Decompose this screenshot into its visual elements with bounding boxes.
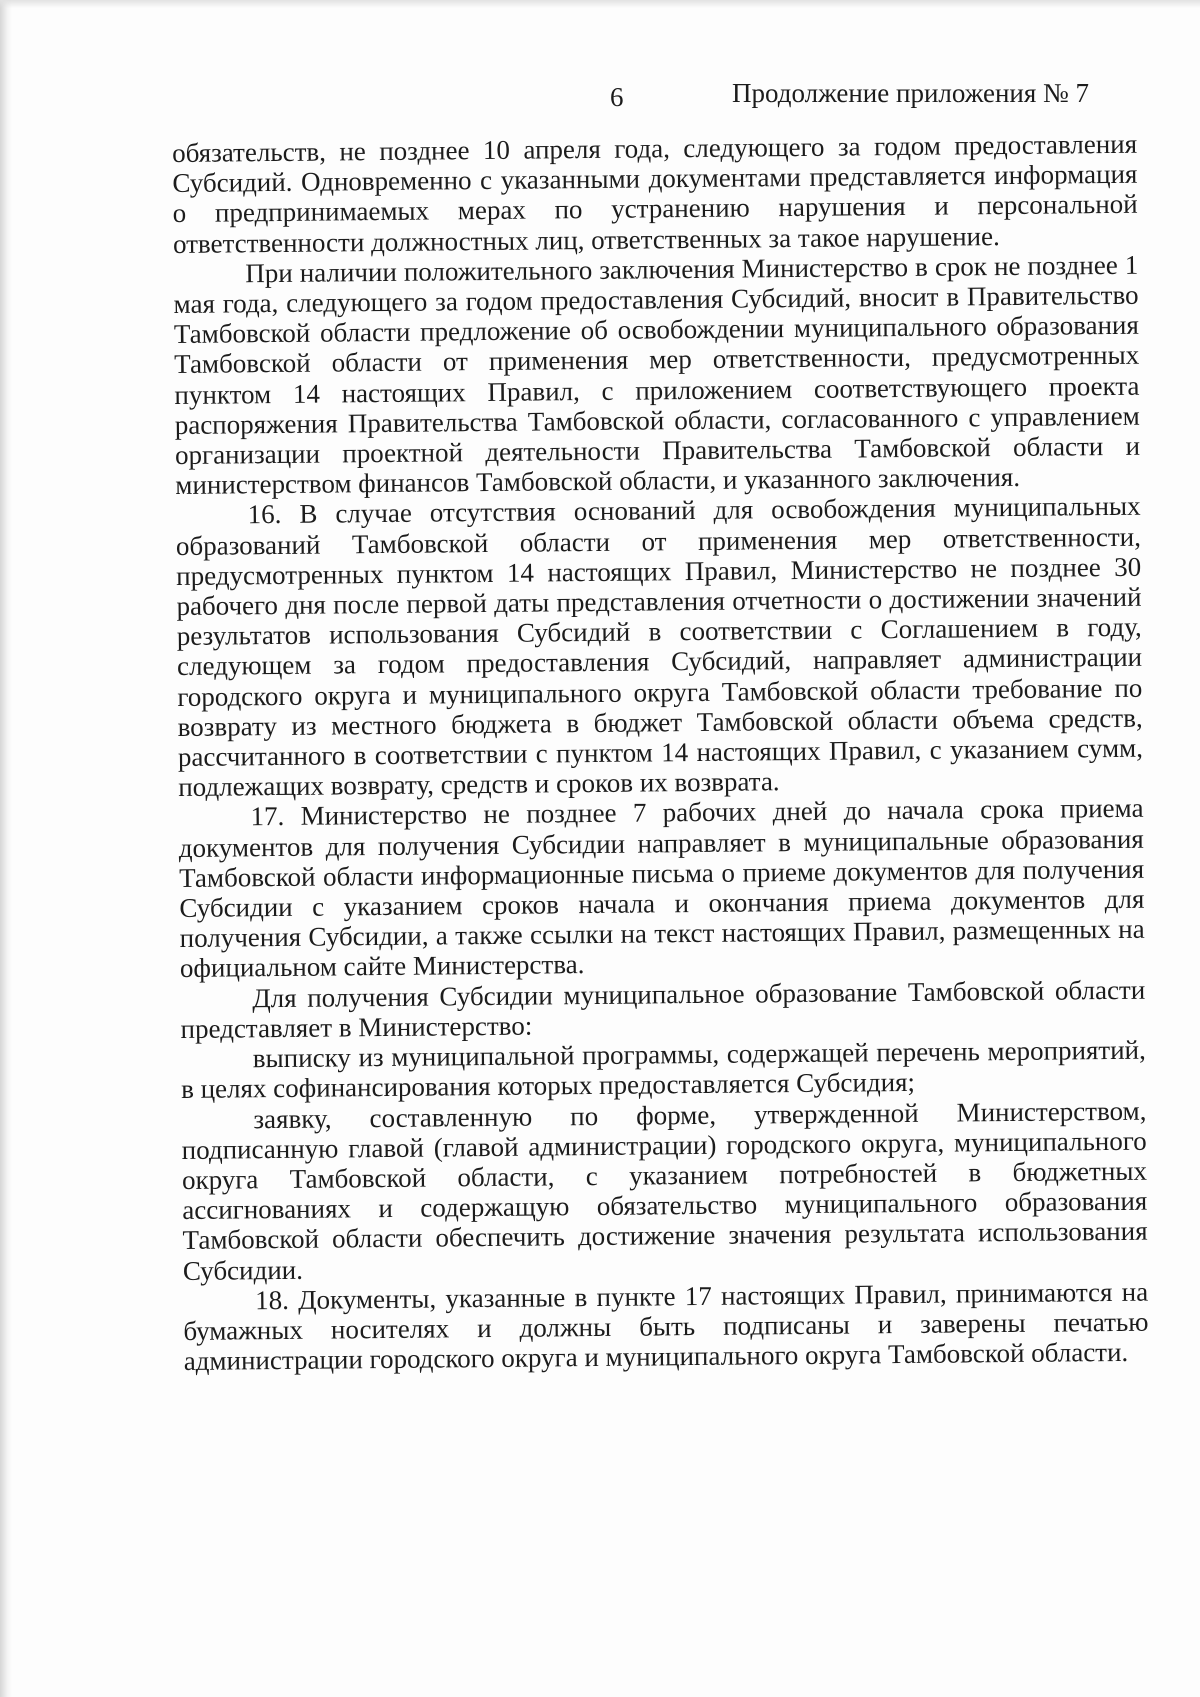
- paragraph-clause-17: 17. Министерство не позднее 7 рабочих дней до начала срока приема документов для получения Субсидии направляет в муниципальные образования Тамбовской области информационные письма о приеме документов для получения Субсидии с указанием сроков начала и окончания приема документов для получения Субсидии, а также ссылки на текст настоящих Правил, размещенных на официальном сайте Министерства.: [178, 793, 1145, 984]
- scan-top-edge: [0, 0, 1200, 8]
- annex-continuation-label: Продолжение приложения № 7: [732, 78, 1090, 108]
- scan-left-edge: [0, 0, 12, 1697]
- page-number: 6: [610, 82, 624, 112]
- paragraph-documents-intro: Для получения Субсидии муниципальное образование Тамбовской области представляет в Министерство:: [180, 974, 1146, 1044]
- paragraph-obligations-continuation: обязательств, не позднее 10 апреля года, следующего за годом предоставления Субсидий. Одновременно с указанными документами представляется информация о предпринимаемых мерах по устранению нарушения и персональной ответственности должностных лиц, ответственных за такое нарушение.: [172, 128, 1138, 259]
- paragraph-positive-conclusion: При наличии положительного заключения Министерство в срок не позднее 1 мая года, следующего за годом предоставления Субсидий, вносит в Правительство Тамбовской области предложение об освобождении муниципального образования Тамбовской области от применения мер ответственности, предусмотренных пунктом 14 настоящих Правил, с приложением соответствующего проекта распоряжения Правительства Тамбовской области, согласованного с управлением организации проектной деятельности Правительства Тамбовской области и министерством финансов Тамбовской области, и указанного заключения.: [173, 249, 1141, 501]
- document-body: [172, 129, 1149, 1377]
- paragraph-clause-16: 16. В случае отсутствия оснований для освобождения муниципальных образований Тамбовской области от применения мер ответственности, предусмотренных пунктом 14 настоящих Правил, Министерство не позднее 30 рабочего дня после первой даты представления отчетности о достижении значений результатов использования Субсидий в соответствии с Соглашением в году, следующем за годом предоставления Субсидий, направляет администрации городского округа и муниципального округа Тамбовской области требование по возврату из местного бюджета в бюджет Тамбовской области объема средств, рассчитанного в соответствии с пунктом 14 настоящих Правил, с указанием сумм, подлежащих возврату, средств и сроков их возврата.: [175, 491, 1144, 803]
- page-header: [0, 78, 1200, 118]
- list-item-application: заявку, составленную по форме, утвержденной Министерством, подписанную главой (главой администрации) городского округа, муниципального округа Тамбовской области, с указанием потребностей в бюджетных ассигнованиях и содержащую обязательство муниципального образования Тамбовской области обеспечить достижение значения результата использования Субсидии.: [181, 1095, 1148, 1286]
- paragraph-clause-18: 18. Документы, указанные в пункте 17 настоящих Правил, принимаются на бумажных носителях и должны быть подписаны и заверены печатью администрации городского округа и муниципального округа Тамбовской области.: [183, 1276, 1149, 1377]
- list-item-program-extract: выписку из муниципальной программы, содержащей перечень мероприятий, в целях софинансирования которых предоставляется Субсидия;: [180, 1034, 1146, 1105]
